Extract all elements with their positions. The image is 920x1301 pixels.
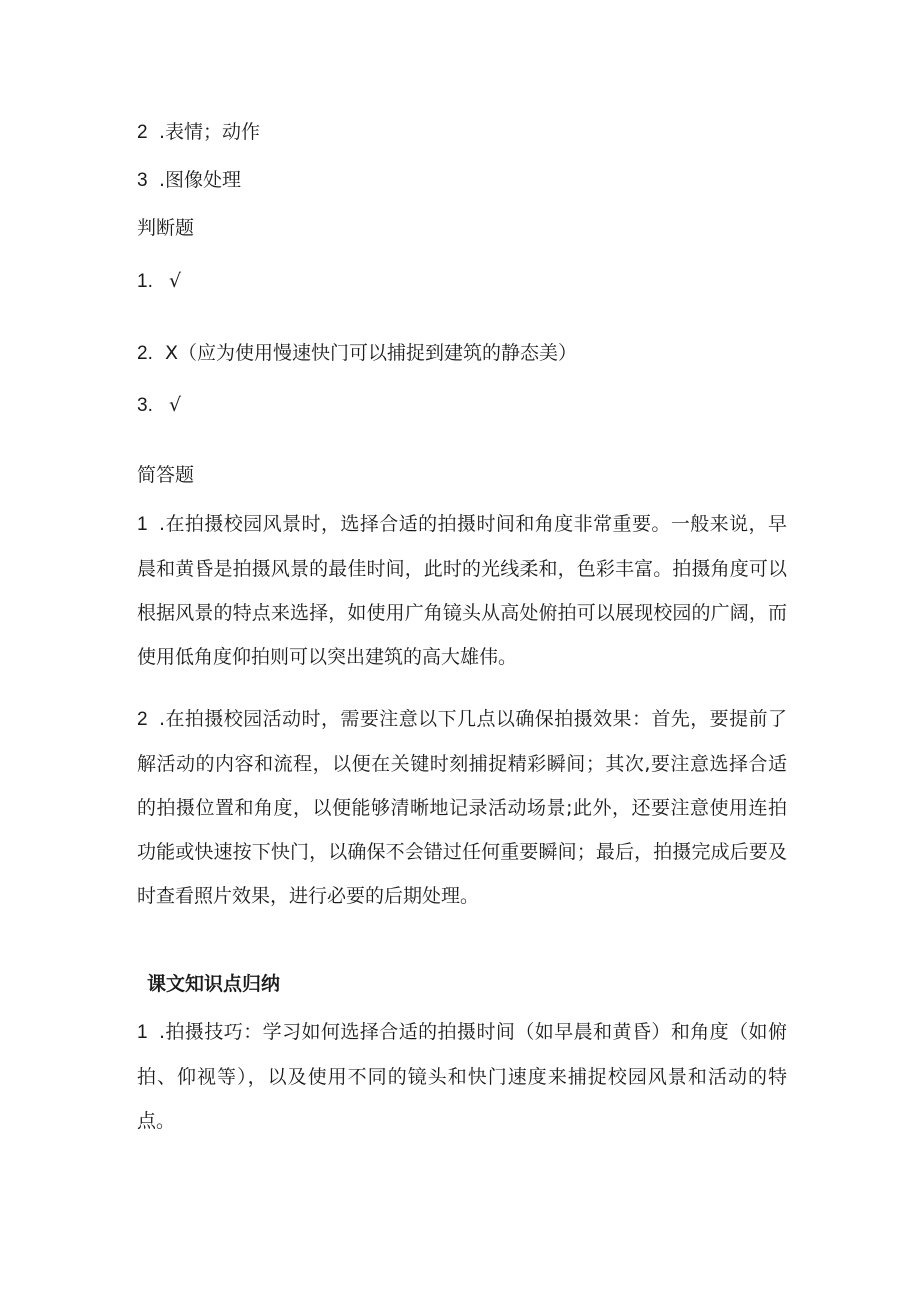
- item-number: 2: [137, 709, 148, 730]
- section-heading-summary: 课文知识点归纳: [147, 973, 281, 995]
- item-number: 1: [137, 1022, 148, 1043]
- item-text: .在拍摄校园活动时，需要注意以下几点以确保拍摄效果：首先，要提前了解活动的内容和流程，以便在关键时刻捕捉精彩瞬间；其次,要注意选择合适的拍摄位置和角度，以便能够清晰地记录活动场景;此外，还要注意使用连拍功能或快速按下快门，以确保不会错过任何重要瞬间；最后，拍摄完成后要及时查看照片效果，进行必要的后期处理。: [137, 708, 787, 907]
- true-false-item-2: [137, 340, 577, 367]
- section-heading-short-answer: 简答题: [137, 464, 195, 486]
- fill-blank-item-2: [137, 119, 260, 146]
- item-number: 2.: [137, 343, 153, 364]
- item-number: 1.: [137, 271, 153, 292]
- item-text: .在拍摄校园风景时，选择合适的拍摄时间和角度非常重要。一般来说，早晨和黄昏是拍摄风景的最佳时间，此时的光线柔和，色彩丰富。拍摄角度可以根据风景的特点来选择，如使用广角镜头从高处俯拍可以展现校园的广阔，而使用低角度仰拍则可以突出建筑的高大雄伟。: [137, 513, 787, 668]
- item-text: .图像处理: [159, 169, 242, 191]
- fill-blank-item-3: [137, 167, 241, 194]
- summary-item-1: [137, 1010, 787, 1143]
- item-number: 3: [137, 170, 148, 191]
- item-text: √: [169, 270, 182, 292]
- short-answer-item-1: [137, 502, 787, 679]
- item-number: 1: [137, 514, 148, 535]
- item-number: 3.: [137, 395, 153, 416]
- section-heading-true-false: 判断题: [137, 217, 195, 239]
- item-number: 2: [137, 122, 148, 143]
- true-false-item-3: [137, 392, 181, 419]
- item-text: √: [169, 394, 182, 416]
- item-text: .表情；动作: [159, 121, 261, 143]
- item-text: .拍摄技巧：学习如何选择合适的拍摄时间（如早晨和黄昏）和角度（如俯拍、仰视等），以及使用不同的镜头和快门速度来捕捉校园风景和活动的特点。: [137, 1021, 787, 1132]
- short-answer-item-2: [137, 697, 787, 918]
- item-text: X（应为使用慢速快门可以捕捉到建筑的静态美）: [165, 342, 578, 364]
- true-false-item-1: [137, 268, 181, 295]
